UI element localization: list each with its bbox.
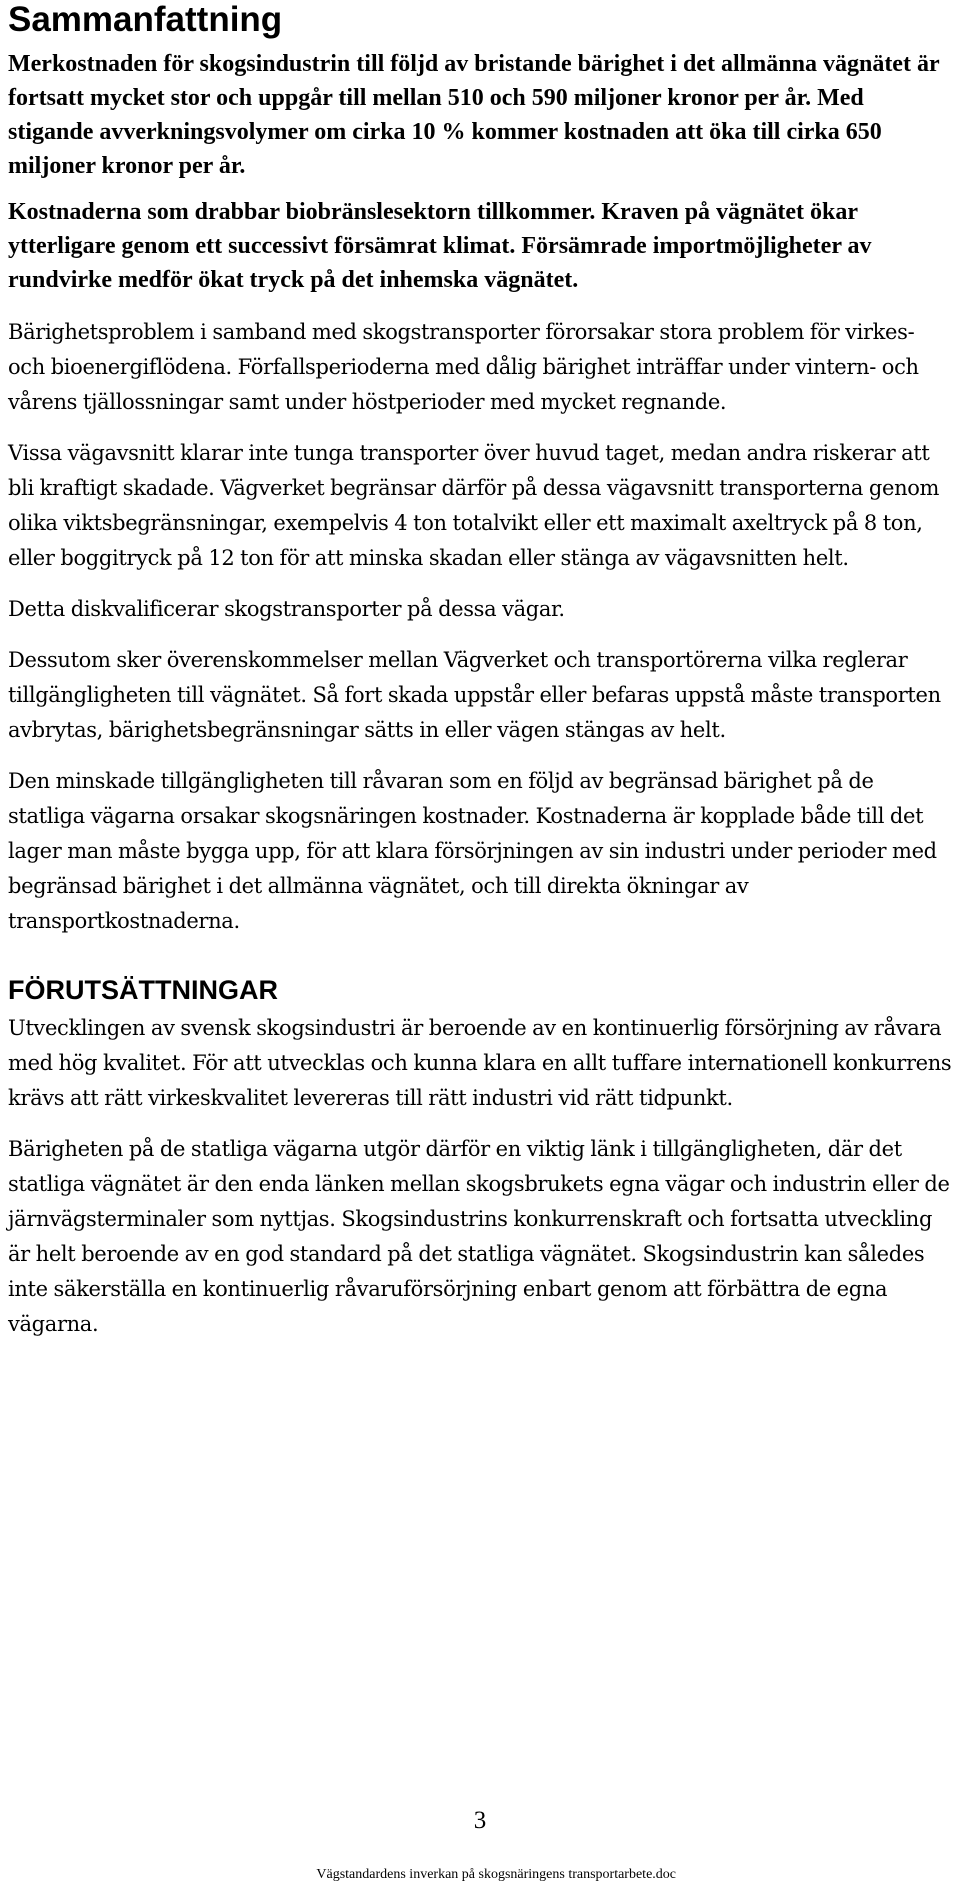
summary-paragraph-1: Bärighetsproblem i samband med skogstransporter förorsakar stora problem för virkes- och bioenergiflödena. Förfallsperioderna med dålig bärighet inträffar under vintern- och vårens tjällossningar samt under höstperioder med mycket regnande. (8, 320, 919, 414)
section-paragraph-1: Utvecklingen av svensk skogsindustri är beroende av en kontinuerlig försörjning av råvara med hög kvalitet. För att utvecklas och kunna klara en allt tuffare internationell konkurrens krävs att rätt virkeskvalitet levereras till rätt industri vid rätt tidpunkt. (8, 1016, 952, 1110)
page-title: Sammanfattning (8, 0, 283, 39)
section-heading: FÖRUTSÄTTNINGAR (8, 975, 278, 1005)
section-paragraph-2: Bärigheten på de statliga vägarna utgör därför en viktig länk i tillgängligheten, där det statliga vägnätet är den enda länken mellan skogsbrukets egna vägar och industrin eller de järnvägsterminaler som nyttjas. Skogsindustrins konkurrenskraft och fortsatta utveckling är helt beroende av en god standard på det statliga vägnätet. Skogsindustrin kan således inte säkerställa en kontinuerlig råvaruförsörjning enbart genom att förbättra de egna vägarna. (8, 1137, 950, 1336)
footer-filename: Vägstandardens inverkan på skogsnäringens transportarbete.doc (316, 1867, 676, 1882)
summary-paragraph-4: Dessutom sker överenskommelser mellan Vägverket och transportörerna vilka reglerar tillgängligheten till vägnätet. Så fort skada uppstår eller befaras uppstå måste transporten avbrytas, bärighetsbegränsningar sätts in eller vägen stängas av helt. (8, 648, 941, 742)
summary-paragraph-5: Den minskade tillgängligheten till råvaran som en följd av begränsad bärighet på de statliga vägarna orsakar skogsnäringen kostnader. Kostnaderna är kopplade både till det lager man måste bygga upp, för att klara försörjningen av sin industri under perioder med begränsad bärighet i det allmänna vägnätet, och till direkta ökningar av transportkostnaderna. (8, 769, 937, 933)
summary-bold-paragraph-2: Kostnaderna som drabbar biobränslesektorn tillkommer. Kraven på vägnätet ökar ytterligare genom ett successivt försämrat klimat. Försämrade importmöjligheter av rundvirke medför ökat tryck på det inhemska vägnätet. (8, 199, 872, 293)
page-number: 3 (473, 1807, 487, 1834)
document-body (8, 0, 952, 1342)
summary-paragraph-3: Detta diskvalificerar skogstransporter på dessa vägar. (8, 597, 565, 621)
summary-paragraph-2: Vissa vägavsnitt klarar inte tunga transporter över huvud taget, medan andra riskerar att bli kraftigt skadade. Vägverket begränsar därför på dessa vägavsnitt transporterna genom olika viktsbegränsningar, exempelvis 4 ton totalvikt eller ett maximalt axeltryck på 8 ton, eller boggitryck på 12 ton för att minska skadan eller stänga av vägavsnitten helt. (8, 441, 940, 570)
summary-bold-paragraph-1: Merkostnaden för skogsindustrin till följd av bristande bärighet i det allmänna vägnätet är fortsatt mycket stor och uppgår till mellan 510 och 590 miljoner kronor per år. Med stigande avverkningsvolymer om cirka 10 % kommer kostnaden att öka till cirka 650 miljoner kronor per år. (8, 51, 940, 179)
